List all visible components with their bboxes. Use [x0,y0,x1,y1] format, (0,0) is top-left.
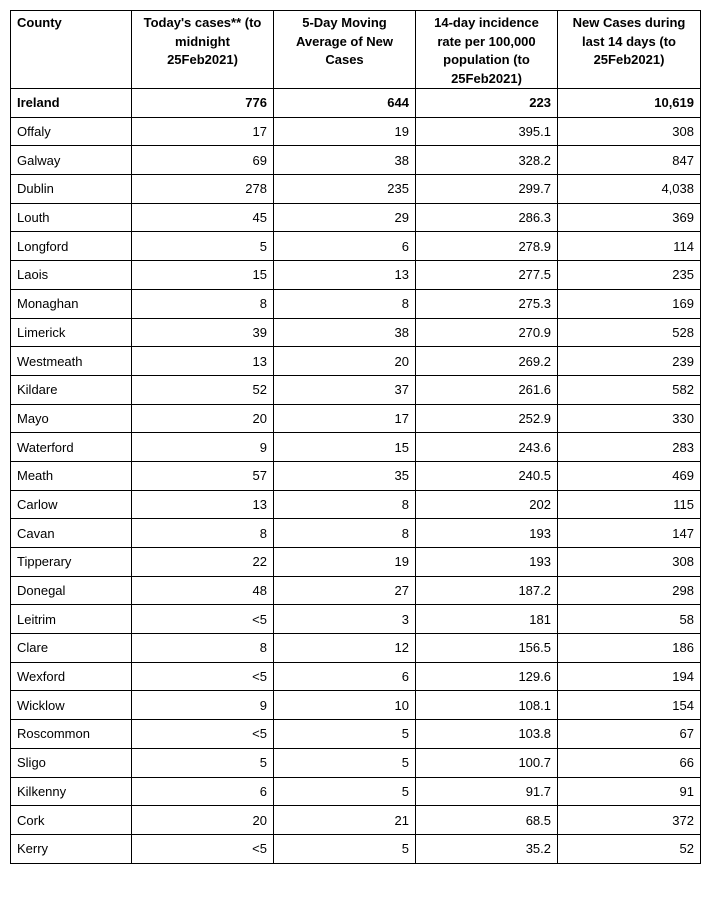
five-day-average-cell: 19 [274,548,416,577]
todays-cases-cell: <5 [132,662,274,691]
new-cases-cell: 308 [558,117,701,146]
county-cell: Tipperary [11,548,132,577]
new-cases-cell: 235 [558,261,701,290]
five-day-average-cell: 15 [274,433,416,462]
five-day-average-cell: 5 [274,720,416,749]
table-row [11,691,701,720]
incidence-rate-cell: 181 [416,605,558,634]
todays-cases-cell: 52 [132,375,274,404]
five-day-average-cell: 20 [274,347,416,376]
table-row [11,634,701,663]
new-cases-cell: 847 [558,146,701,175]
table-row [11,806,701,835]
header-todays-cases: Today's cases** (to midnight 25Feb2021) [132,11,274,89]
county-cell: Kildare [11,375,132,404]
five-day-average-cell: 37 [274,375,416,404]
incidence-rate-cell: 278.9 [416,232,558,261]
new-cases-cell: 283 [558,433,701,462]
incidence-rate-cell: 103.8 [416,720,558,749]
table-row [11,720,701,749]
new-cases-cell: 239 [558,347,701,376]
new-cases-cell: 52 [558,834,701,863]
county-cases-table [10,10,701,864]
county-cell: Wicklow [11,691,132,720]
todays-cases-cell: 20 [132,806,274,835]
table-body [11,89,701,864]
todays-cases-cell: 13 [132,347,274,376]
five-day-average-cell: 13 [274,261,416,290]
new-cases-cell: 114 [558,232,701,261]
county-cell: Limerick [11,318,132,347]
county-cell: Monaghan [11,289,132,318]
todays-cases-cell: 6 [132,777,274,806]
table-row [11,576,701,605]
five-day-average-cell: 19 [274,117,416,146]
five-day-average-cell: 10 [274,691,416,720]
incidence-rate-cell: 68.5 [416,806,558,835]
county-cell: Meath [11,461,132,490]
county-cell: Cork [11,806,132,835]
new-cases-cell: 66 [558,748,701,777]
table-row [11,375,701,404]
table-row [11,232,701,261]
county-cell: Dublin [11,175,132,204]
incidence-rate-cell: 223 [416,89,558,118]
new-cases-cell: 528 [558,318,701,347]
table-row [11,433,701,462]
table-row [11,748,701,777]
todays-cases-cell: <5 [132,720,274,749]
table-row [11,175,701,204]
new-cases-cell: 194 [558,662,701,691]
county-cell: Donegal [11,576,132,605]
five-day-average-cell: 6 [274,662,416,691]
todays-cases-cell: 48 [132,576,274,605]
incidence-rate-cell: 193 [416,548,558,577]
todays-cases-cell: 15 [132,261,274,290]
table-row [11,605,701,634]
incidence-rate-cell: 240.5 [416,461,558,490]
todays-cases-cell: 8 [132,289,274,318]
county-cell: Longford [11,232,132,261]
county-cell: Westmeath [11,347,132,376]
incidence-rate-cell: 100.7 [416,748,558,777]
todays-cases-cell: <5 [132,834,274,863]
county-cell: Carlow [11,490,132,519]
county-cell: Offaly [11,117,132,146]
five-day-average-cell: 8 [274,490,416,519]
incidence-rate-cell: 286.3 [416,203,558,232]
table-row [11,261,701,290]
table-row [11,203,701,232]
incidence-rate-cell: 202 [416,490,558,519]
county-cell: Leitrim [11,605,132,634]
county-cell: Galway [11,146,132,175]
todays-cases-cell: 8 [132,634,274,663]
new-cases-cell: 298 [558,576,701,605]
incidence-rate-cell: 108.1 [416,691,558,720]
incidence-rate-cell: 328.2 [416,146,558,175]
table-row [11,289,701,318]
todays-cases-cell: 22 [132,548,274,577]
table-row [11,519,701,548]
five-day-average-cell: 29 [274,203,416,232]
county-cell: Kerry [11,834,132,863]
county-cell: Clare [11,634,132,663]
incidence-rate-cell: 395.1 [416,117,558,146]
table-row [11,834,701,863]
table-header [11,11,701,89]
todays-cases-cell: 69 [132,146,274,175]
incidence-rate-cell: 269.2 [416,347,558,376]
table-row [11,117,701,146]
five-day-average-cell: 12 [274,634,416,663]
new-cases-cell: 186 [558,634,701,663]
five-day-average-cell: 35 [274,461,416,490]
county-cell: Laois [11,261,132,290]
new-cases-cell: 308 [558,548,701,577]
county-cell: Cavan [11,519,132,548]
todays-cases-cell: 278 [132,175,274,204]
table-row-total [11,89,701,118]
table-row [11,461,701,490]
county-cell: Roscommon [11,720,132,749]
new-cases-cell: 67 [558,720,701,749]
todays-cases-cell: 5 [132,748,274,777]
todays-cases-cell: 45 [132,203,274,232]
incidence-rate-cell: 156.5 [416,634,558,663]
header-new-cases-14-days: New Cases during last 14 days (to 25Feb2021) [558,11,701,89]
new-cases-cell: 582 [558,375,701,404]
five-day-average-cell: 5 [274,834,416,863]
five-day-average-cell: 17 [274,404,416,433]
header-county: County [11,11,132,89]
five-day-average-cell: 38 [274,318,416,347]
table-row [11,777,701,806]
new-cases-cell: 58 [558,605,701,634]
incidence-rate-cell: 243.6 [416,433,558,462]
table-row [11,318,701,347]
five-day-average-cell: 235 [274,175,416,204]
county-cell: Wexford [11,662,132,691]
table-row [11,347,701,376]
todays-cases-cell: <5 [132,605,274,634]
incidence-rate-cell: 193 [416,519,558,548]
todays-cases-cell: 9 [132,691,274,720]
header-row [11,11,701,89]
incidence-rate-cell: 129.6 [416,662,558,691]
new-cases-cell: 10,619 [558,89,701,118]
todays-cases-cell: 13 [132,490,274,519]
new-cases-cell: 169 [558,289,701,318]
county-cell: Sligo [11,748,132,777]
five-day-average-cell: 8 [274,289,416,318]
new-cases-cell: 372 [558,806,701,835]
header-incidence-rate: 14-day incidence rate per 100,000 population (to 25Feb2021) [416,11,558,89]
todays-cases-cell: 8 [132,519,274,548]
table-row [11,146,701,175]
todays-cases-cell: 39 [132,318,274,347]
incidence-rate-cell: 270.9 [416,318,558,347]
new-cases-cell: 115 [558,490,701,519]
five-day-average-cell: 38 [274,146,416,175]
new-cases-cell: 369 [558,203,701,232]
five-day-average-cell: 3 [274,605,416,634]
todays-cases-cell: 776 [132,89,274,118]
county-cell: Waterford [11,433,132,462]
five-day-average-cell: 21 [274,806,416,835]
five-day-average-cell: 5 [274,748,416,777]
county-cell: Ireland [11,89,132,118]
table-row [11,662,701,691]
new-cases-cell: 147 [558,519,701,548]
county-cell: Kilkenny [11,777,132,806]
county-cell: Mayo [11,404,132,433]
incidence-rate-cell: 261.6 [416,375,558,404]
incidence-rate-cell: 299.7 [416,175,558,204]
incidence-rate-cell: 252.9 [416,404,558,433]
five-day-average-cell: 6 [274,232,416,261]
county-cell: Louth [11,203,132,232]
new-cases-cell: 91 [558,777,701,806]
new-cases-cell: 4,038 [558,175,701,204]
todays-cases-cell: 5 [132,232,274,261]
five-day-average-cell: 644 [274,89,416,118]
incidence-rate-cell: 91.7 [416,777,558,806]
new-cases-cell: 330 [558,404,701,433]
todays-cases-cell: 57 [132,461,274,490]
five-day-average-cell: 27 [274,576,416,605]
header-five-day-average: 5-Day Moving Average of New Cases [274,11,416,89]
todays-cases-cell: 20 [132,404,274,433]
todays-cases-cell: 9 [132,433,274,462]
incidence-rate-cell: 275.3 [416,289,558,318]
incidence-rate-cell: 277.5 [416,261,558,290]
new-cases-cell: 469 [558,461,701,490]
incidence-rate-cell: 187.2 [416,576,558,605]
todays-cases-cell: 17 [132,117,274,146]
incidence-rate-cell: 35.2 [416,834,558,863]
table-row [11,548,701,577]
new-cases-cell: 154 [558,691,701,720]
table-row [11,404,701,433]
table-row [11,490,701,519]
five-day-average-cell: 8 [274,519,416,548]
five-day-average-cell: 5 [274,777,416,806]
